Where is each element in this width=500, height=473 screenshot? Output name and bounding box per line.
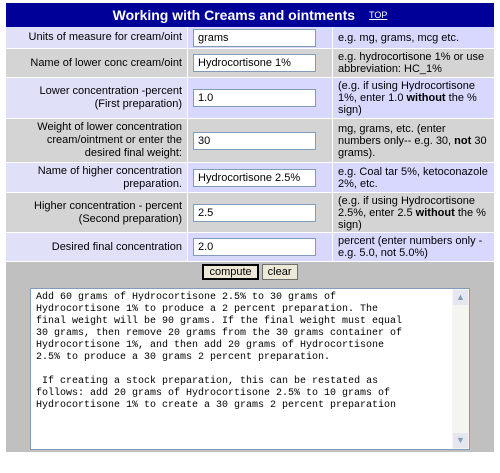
lower-name-hint: e.g. hydrocortisone 1% or use abbreviation: HC_1% (333, 49, 494, 77)
top-link[interactable]: TOP (369, 10, 388, 20)
lower-percent-label: Lower concentration -percent (First preparation) (6, 78, 188, 118)
lower-percent-input[interactable]: 1.0 (193, 89, 316, 107)
form-row-final-conc (6, 233, 494, 262)
form-row-higher-percent (6, 193, 494, 233)
calculator-header (6, 3, 494, 27)
form-row-lower-name (6, 49, 494, 78)
lower-percent-hint: (e.g. if using Hydrocortisone 1%, enter 1.0 without the % sign) (333, 78, 494, 118)
higher-percent-label: Higher concentration - percent (Second preparation) (6, 193, 188, 232)
calculator-title: Working with Creams and ointments (112, 7, 356, 23)
units-input[interactable]: grams (193, 29, 316, 47)
compute-button[interactable]: compute (202, 264, 258, 280)
lower-weight-input[interactable]: 30 (193, 132, 316, 150)
units-label: Units of measure for cream/oint (6, 27, 188, 48)
scroll-down-icon[interactable]: ▼ (453, 433, 468, 448)
units-hint: e.g. mg, grams, mcg etc. (333, 27, 494, 48)
lower-name-label: Name of lower conc cream/oint (6, 49, 188, 77)
form-row-lower-percent (6, 78, 494, 119)
clear-button[interactable]: clear (262, 264, 298, 280)
higher-percent-input[interactable]: 2.5 (193, 204, 316, 222)
higher-name-label: Name of higher concentration preparation. (6, 163, 188, 192)
scrollbar[interactable] (452, 289, 469, 449)
button-row (6, 262, 494, 282)
final-conc-label: Desired final concentration (6, 233, 188, 261)
higher-name-hint: e.g. Coal tar 5%, ketoconazole 2%, etc. (333, 163, 494, 192)
lower-name-input[interactable]: Hydrocortisone 1% (193, 54, 316, 72)
form-row-units (6, 27, 494, 49)
higher-name-input[interactable]: Hydrocortisone 2.5% (193, 169, 316, 187)
cream-calculator (6, 3, 494, 452)
result-textarea[interactable] (30, 288, 470, 450)
result-text: Add 60 grams of Hydrocortisone 2.5% to 30 grams of Hydrocortisone 1% to produce a 2 percent preparation. The final weight will be 90 grams. If the final weight must equal 30 grams, then remove 20 grams from the 30 grams container of Hydrocortisone 1%, and then add 20 grams of Hydrocortisone 2.5% to produce a 30 grams 2 percent preparation. If creating a stock preparation, this can be restated as follows: add 20 grams of Hydrocortisone 2.5% to 10 grams of Hydrocortisone 1% to create a 30 grams 2 percent preparation (36, 292, 403, 411)
form-row-lower-weight (6, 119, 494, 163)
lower-weight-hint: mg, grams, etc. (enter numbers only-- e.g. 30, not 30 grams). (333, 119, 494, 162)
form-row-higher-name (6, 163, 494, 193)
scroll-up-icon[interactable]: ▲ (453, 290, 468, 305)
lower-weight-label: Weight of lower concentration cream/ointment or enter the desired final weight: (6, 119, 188, 162)
final-conc-input[interactable]: 2.0 (193, 238, 316, 256)
output-panel (6, 282, 494, 452)
final-conc-hint: percent (enter numbers only - e.g. 5.0, not 5.0%) (333, 233, 494, 261)
higher-percent-hint: (e.g. if using Hydrocortisone 2.5%, enter 2.5 without the % sign) (333, 193, 494, 232)
